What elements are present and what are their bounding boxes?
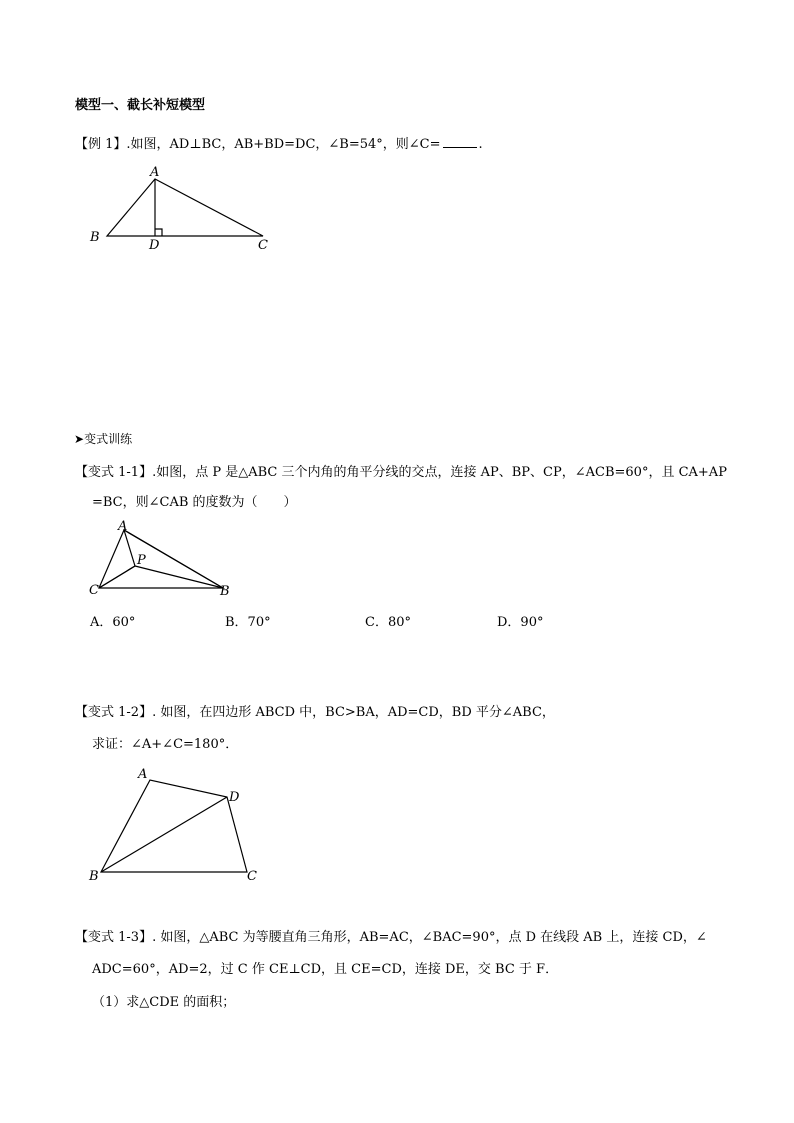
triangle-abc xyxy=(99,530,223,588)
label-B: B xyxy=(220,584,230,599)
option-c[interactable]: C．80° xyxy=(365,615,411,630)
label-B: B xyxy=(89,869,99,884)
label-A: A xyxy=(138,767,148,782)
variant11-line1: 【变式 1-1】.如图，点 P 是△ABC 三个内角的角平分线的交点，连接 AP、BP、CP，∠ACB=60°，且 CA+AP xyxy=(75,465,727,480)
option-a[interactable]: A．60° xyxy=(90,615,136,630)
arrow-marker-icon: ➤ xyxy=(74,432,85,446)
practice-heading xyxy=(74,431,132,447)
variant11-figure xyxy=(85,518,245,600)
label-C: C xyxy=(247,869,257,884)
label-B: B xyxy=(90,230,100,245)
example1-text: 【例 1】.如图，AD⊥BC，AB+BD=DC，∠B=54°，则∠C= xyxy=(75,137,441,152)
practice-heading-text: 变式训练 xyxy=(84,432,133,446)
variant13-line3: （1）求△CDE 的面积； xyxy=(92,995,236,1010)
diagonal-bd xyxy=(101,797,227,872)
section-title: 模型一、截长补短模型 xyxy=(75,98,206,113)
variant12-figure xyxy=(85,762,275,887)
example1-question xyxy=(75,135,483,153)
label-P: P xyxy=(137,553,146,568)
right-angle-mark xyxy=(155,229,162,236)
option-b[interactable]: B．70° xyxy=(225,615,271,630)
label-C: C xyxy=(258,238,268,253)
option-d[interactable]: D．90° xyxy=(497,615,544,630)
segment-bp xyxy=(135,566,223,588)
triangle-abc xyxy=(107,179,263,236)
answer-blank xyxy=(443,135,477,148)
variant12-line2: 求证：∠A+∠C=180°． xyxy=(92,737,239,752)
label-C: C xyxy=(89,583,99,598)
variant12-line1: 【变式 1-2】. 如图，在四边形 ABCD 中，BC>BA，AD=CD，BD 平分∠ABC， xyxy=(75,705,555,720)
example1-figure xyxy=(85,165,285,260)
quadrilateral-abcd xyxy=(101,780,247,872)
label-D: D xyxy=(229,790,240,805)
variant13-line2: ADC=60°，AD=2，过 C 作 CE⊥CD，且 CE=CD，连接 DE，交 BC 于 F． xyxy=(92,962,559,977)
variant11-line2: =BC，则∠CAB 的度数为（ ） xyxy=(92,495,297,510)
label-A: A xyxy=(150,165,160,180)
label-A: A xyxy=(118,519,128,534)
example1-end: . xyxy=(478,137,483,152)
label-D: D xyxy=(149,238,160,253)
bisector-c xyxy=(99,566,135,588)
variant13-line1: 【变式 1-3】. 如图，△ABC 为等腰直角三角形，AB=AC，∠BAC=90°，点 D 在线段 AB 上，连接 CD，∠ xyxy=(75,930,707,945)
